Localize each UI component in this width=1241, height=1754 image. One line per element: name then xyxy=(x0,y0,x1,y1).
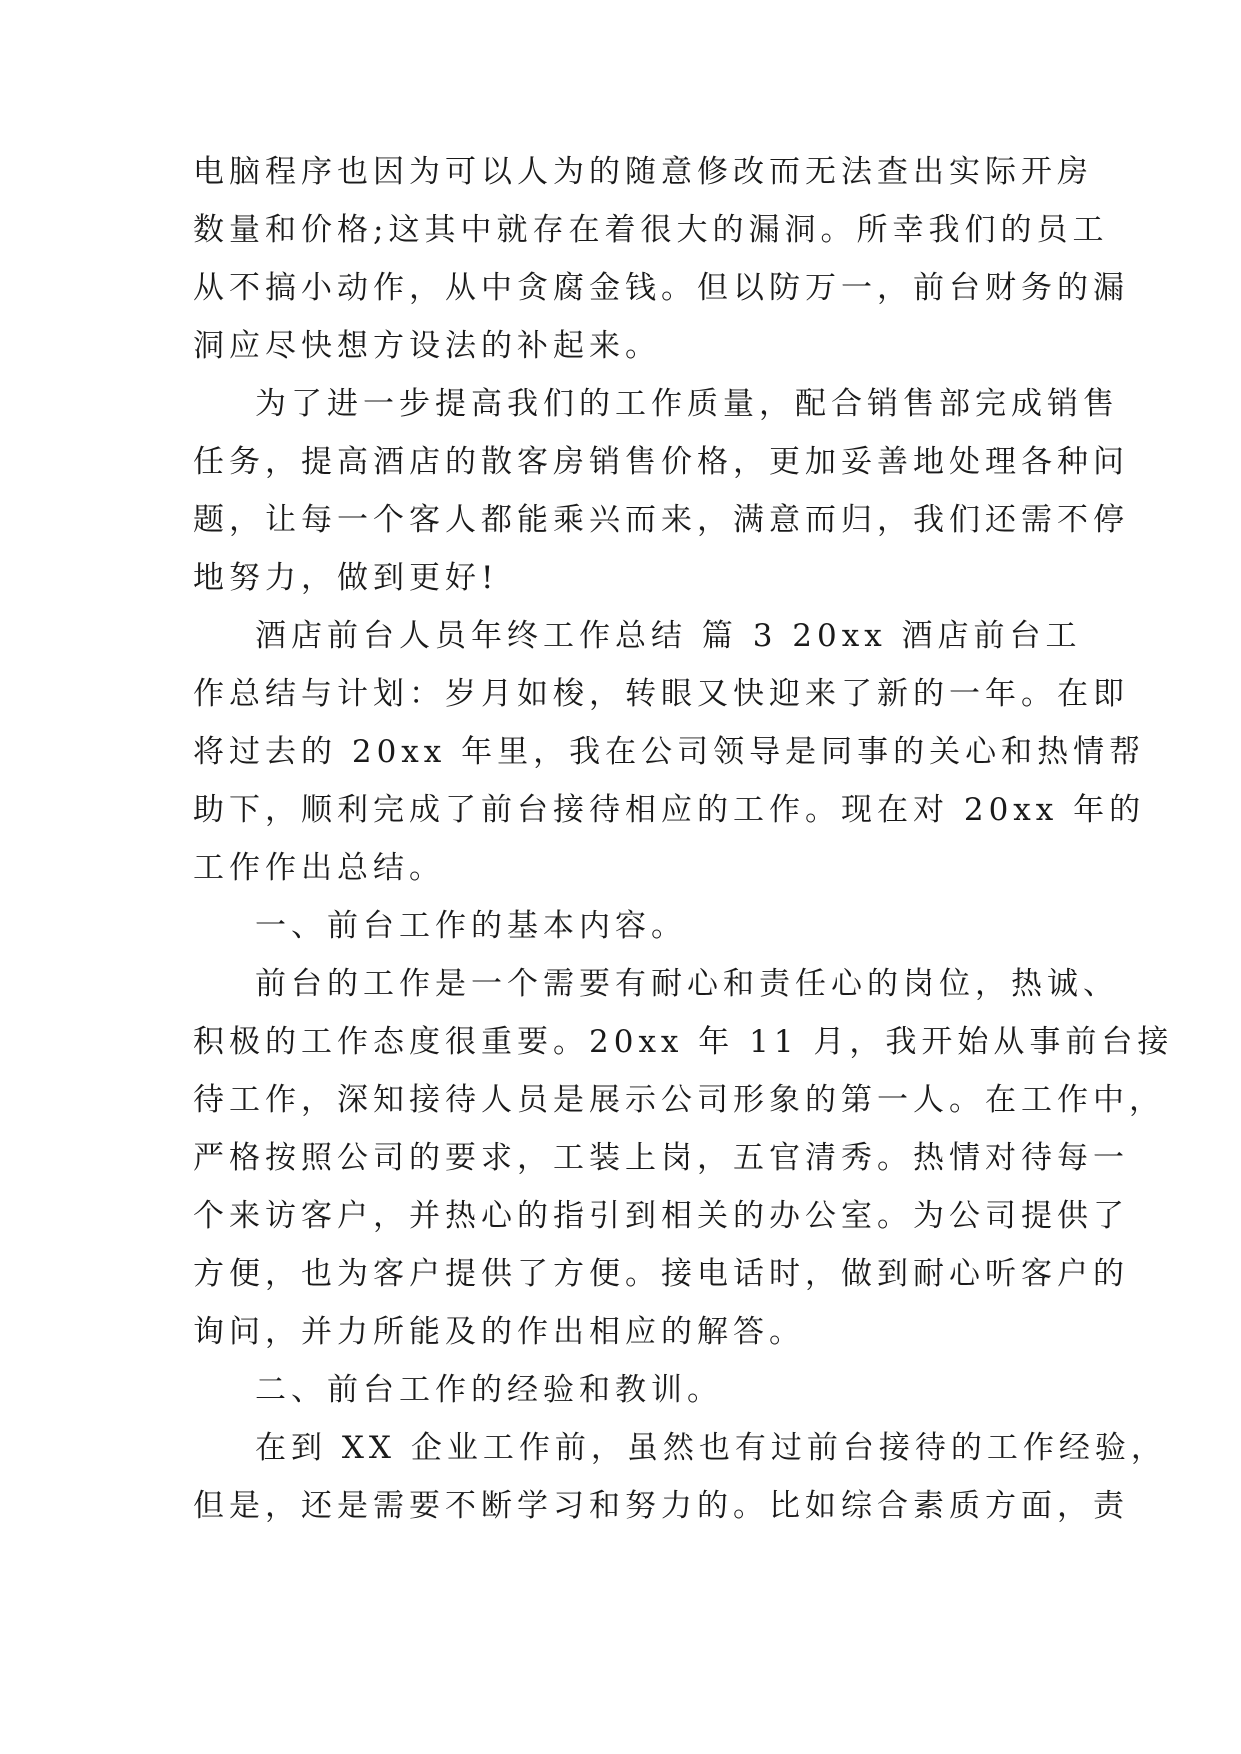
paragraph-start-line: 前台的工作是一个需要有耐心和责任心的岗位，热诚、 xyxy=(255,966,1119,1002)
text-line: 电脑程序也因为可以人为的随意修改而无法查出实际开房 xyxy=(193,154,1093,190)
text-line: 积极的工作态度很重要。20xx 年 11 月，我开始从事前台接 xyxy=(193,1024,1174,1060)
text-line: 作总结与计划：岁月如梭，转眼又快迎来了新的一年。在即 xyxy=(193,676,1129,712)
section-heading-line: 酒店前台人员年终工作总结 篇 3 20xx 酒店前台工 xyxy=(255,618,1082,654)
text-line: 将过去的 20xx 年里，我在公司领导是同事的关心和热情帮 xyxy=(193,734,1146,770)
subheading-line: 一、前台工作的基本内容。 xyxy=(255,908,687,944)
text-line: 个来访客户，并热心的指引到相关的办公室。为公司提供了 xyxy=(193,1198,1129,1234)
text-line: 询问，并力所能及的作出相应的解答。 xyxy=(193,1314,805,1350)
text-line: 题，让每一个客人都能乘兴而来，满意而归，我们还需不停 xyxy=(193,502,1129,538)
text-line: 严格按照公司的要求，工装上岗，五官清秀。热情对待每一 xyxy=(193,1140,1129,1176)
text-line: 任务，提高酒店的散客房销售价格，更加妥善地处理各种问 xyxy=(193,444,1129,480)
text-line: 但是，还是需要不断学习和努力的。比如综合素质方面，责 xyxy=(193,1488,1129,1524)
text-line: 待工作，深知接待人员是展示公司形象的第一人。在工作中， xyxy=(193,1082,1165,1118)
paragraph-start-line: 为了进一步提高我们的工作质量，配合销售部完成销售 xyxy=(255,386,1119,422)
subheading-line: 二、前台工作的经验和教训。 xyxy=(255,1372,723,1408)
text-line: 数量和价格;这其中就存在着很大的漏洞。所幸我们的员工 xyxy=(193,212,1109,248)
text-line: 工作作出总结。 xyxy=(193,850,445,886)
text-line: 洞应尽快想方设法的补起来。 xyxy=(193,328,661,364)
text-line: 助下，顺利完成了前台接待相应的工作。现在对 20xx 年的 xyxy=(193,792,1146,828)
paragraph-start-line: 在到 XX 企业工作前，虽然也有过前台接待的工作经验， xyxy=(255,1430,1167,1466)
text-line: 地努力，做到更好! xyxy=(193,560,499,596)
text-line: 方便，也为客户提供了方便。接电话时，做到耐心听客户的 xyxy=(193,1256,1129,1292)
text-line: 从不搞小动作，从中贪腐金钱。但以防万一，前台财务的漏 xyxy=(193,270,1129,306)
